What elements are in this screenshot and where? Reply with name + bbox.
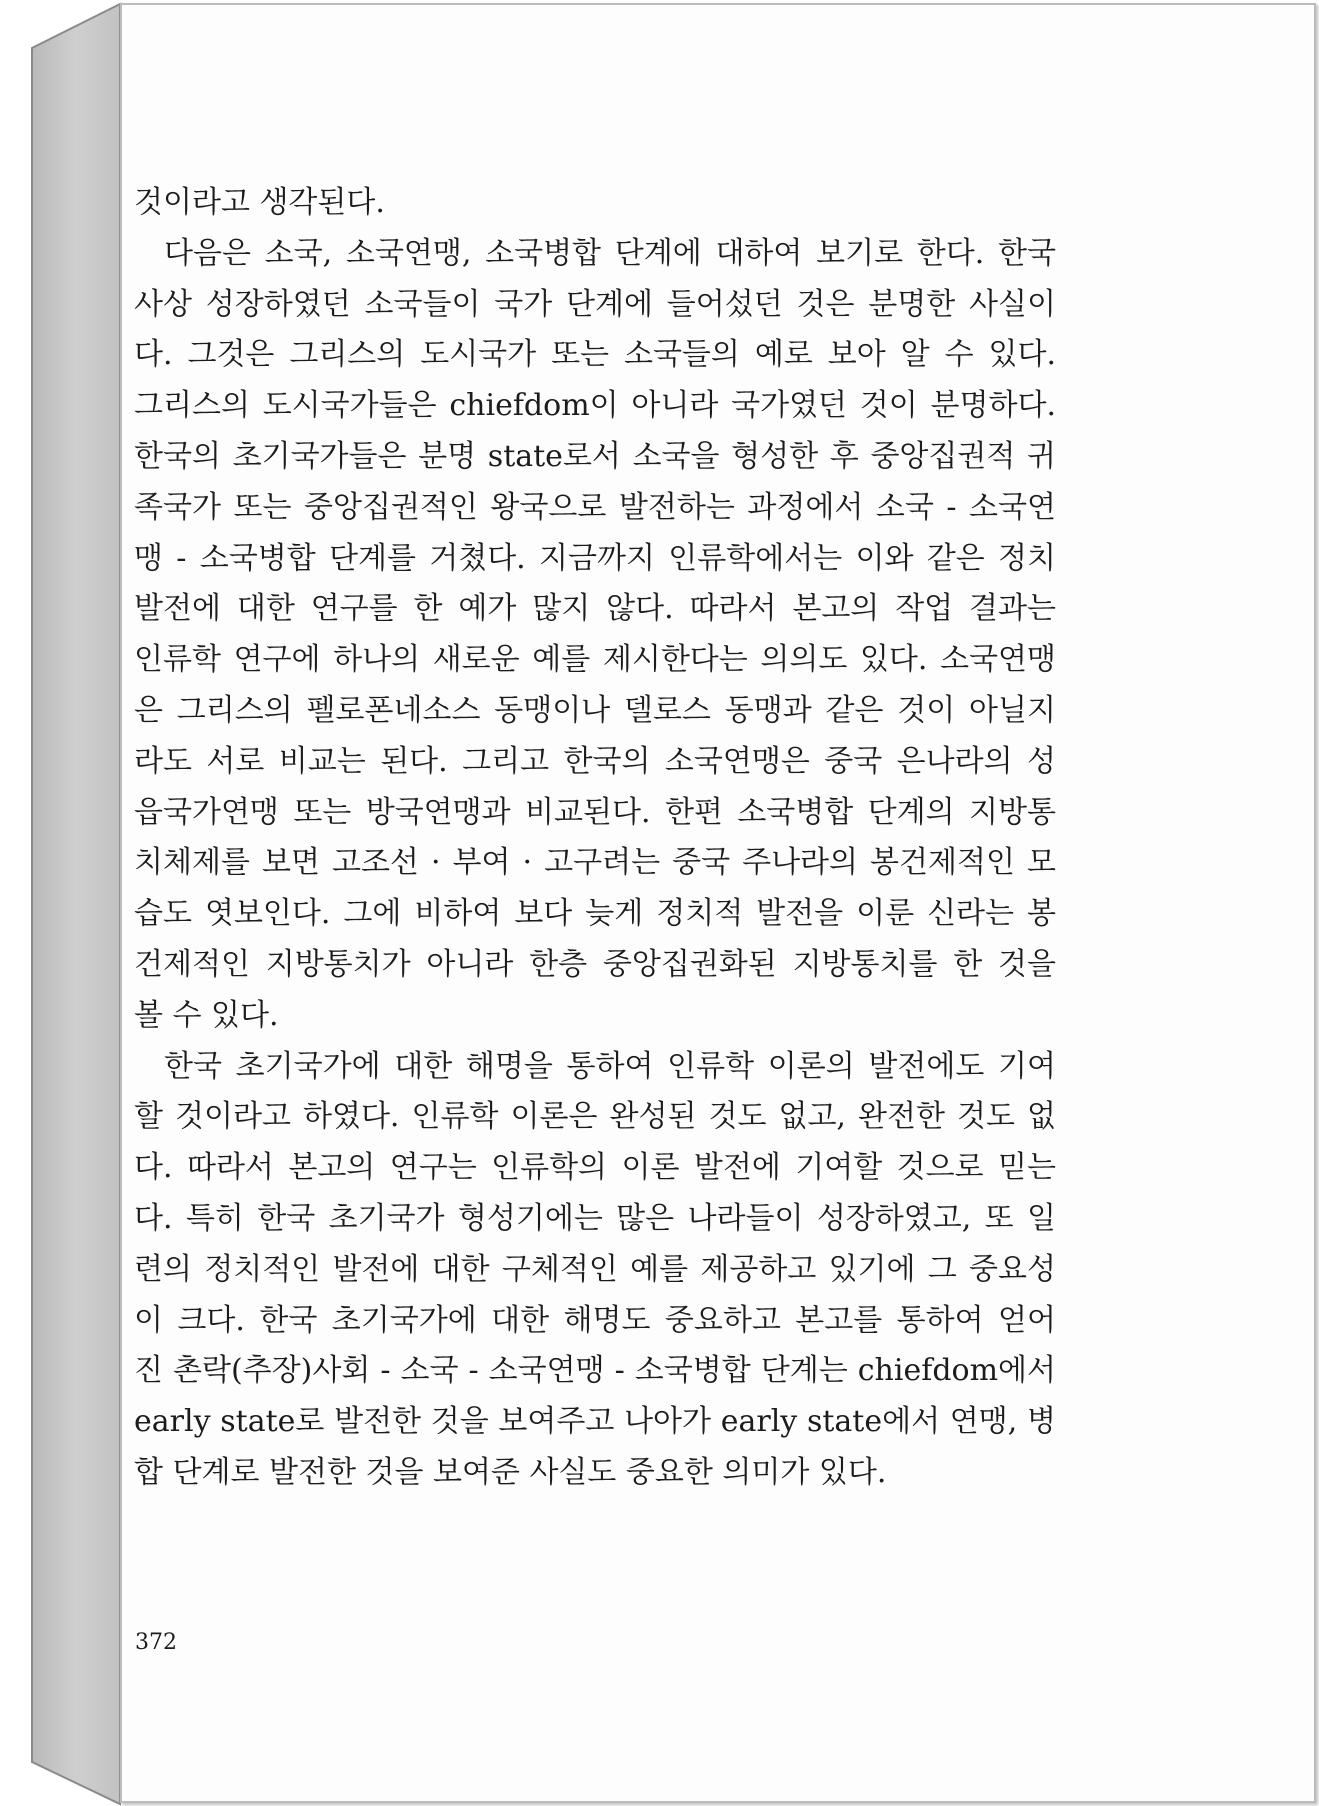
book-spine-face	[32, 4, 120, 1804]
text-line: 볼 수 있다.	[134, 997, 279, 1033]
text-line: 한국 초기국가에 대한 해명을 통하여 인류학 이론의 발전에도 기여	[164, 1048, 1056, 1084]
text-line: 다. 따라서 본고의 연구는 인류학의 이론 발전에 기여할 것으로 믿는	[134, 1150, 1056, 1186]
text-line: 인류학 연구에 하나의 새로운 예를 제시한다는 의의도 있다. 소국연맹	[134, 642, 1056, 678]
text-line: 그리스의 도시국가들은 chiefdom이 아니라 국가였던 것이 분명하다.	[134, 388, 1056, 424]
page-number: 372	[135, 1630, 177, 1655]
text-line: 할 것이라고 하였다. 인류학 이론은 완성된 것도 없고, 완전한 것도 없	[134, 1099, 1056, 1135]
text-line: 다. 특히 한국 초기국가 형성기에는 많은 나라들이 성장하였고, 또 일	[134, 1200, 1056, 1236]
text-line: 라도 서로 비교는 된다. 그리고 한국의 소국연맹은 중국 은나라의 성	[134, 743, 1056, 779]
text-line: 습도 엿보인다. 그에 비하여 보다 늦게 정치적 발전을 이룬 신라는 봉	[134, 896, 1056, 932]
text-line: 이 크다. 한국 초기국가에 대한 해명도 중요하고 본고를 통하여 얻어	[134, 1302, 1056, 1338]
text-line: 건제적인 지방통치가 아니라 한층 중앙집권화된 지방통치를 한 것을	[134, 946, 1056, 982]
text-line: 족국가 또는 중앙집권적인 왕국으로 발전하는 과정에서 소국 - 소국연	[134, 489, 1056, 525]
text-line: 읍국가연맹 또는 방국연맹과 비교된다. 한편 소국병합 단계의 지방통	[134, 794, 1056, 830]
text-line: 다. 그것은 그리스의 도시국가 또는 소국들의 예로 보아 알 수 있다.	[134, 337, 1056, 373]
text-line: 합 단계로 발전한 것을 보여준 사실도 중요한 의미가 있다.	[134, 1454, 887, 1490]
text-line: 발전에 대한 연구를 한 예가 많지 않다. 따라서 본고의 작업 결과는	[134, 591, 1056, 627]
text-line: 진 촌락(추장)사회 - 소국 - 소국연맹 - 소국병합 단계는 chiefdom에서	[134, 1353, 1056, 1389]
text-line: 다음은 소국, 소국연맹, 소국병합 단계에 대하여 보기로 한다. 한국	[164, 235, 1056, 271]
paragraph	[134, 178, 1056, 229]
text-line: 맹 - 소국병합 단계를 거쳤다. 지금까지 인류학에서는 이와 같은 정치	[134, 540, 1056, 576]
text-line: early state로 발전한 것을 보여주고 나아가 early state에서 연맹, 병	[134, 1404, 1056, 1440]
text-line: 치체제를 보면 고조선 · 부여 · 고구려는 중국 주나라의 봉건제적인 모	[134, 845, 1056, 881]
paragraph	[134, 229, 1056, 1042]
text-line: 사상 성장하였던 소국들이 국가 단계에 들어섰던 것은 분명한 사실이	[134, 286, 1056, 322]
text-line: 것이라고 생각된다.	[134, 185, 385, 220]
body-text	[134, 178, 1056, 1499]
text-line: 련의 정치적인 발전에 대한 구체적인 예를 제공하고 있기에 그 중요성	[134, 1251, 1056, 1287]
paragraph	[134, 1042, 1056, 1499]
text-line: 은 그리스의 펠로폰네소스 동맹이나 델로스 동맹과 같은 것이 아닐지	[134, 692, 1056, 728]
text-line: 한국의 초기국가들은 분명 state로서 소국을 형성한 후 중앙집권적 귀	[134, 438, 1056, 474]
